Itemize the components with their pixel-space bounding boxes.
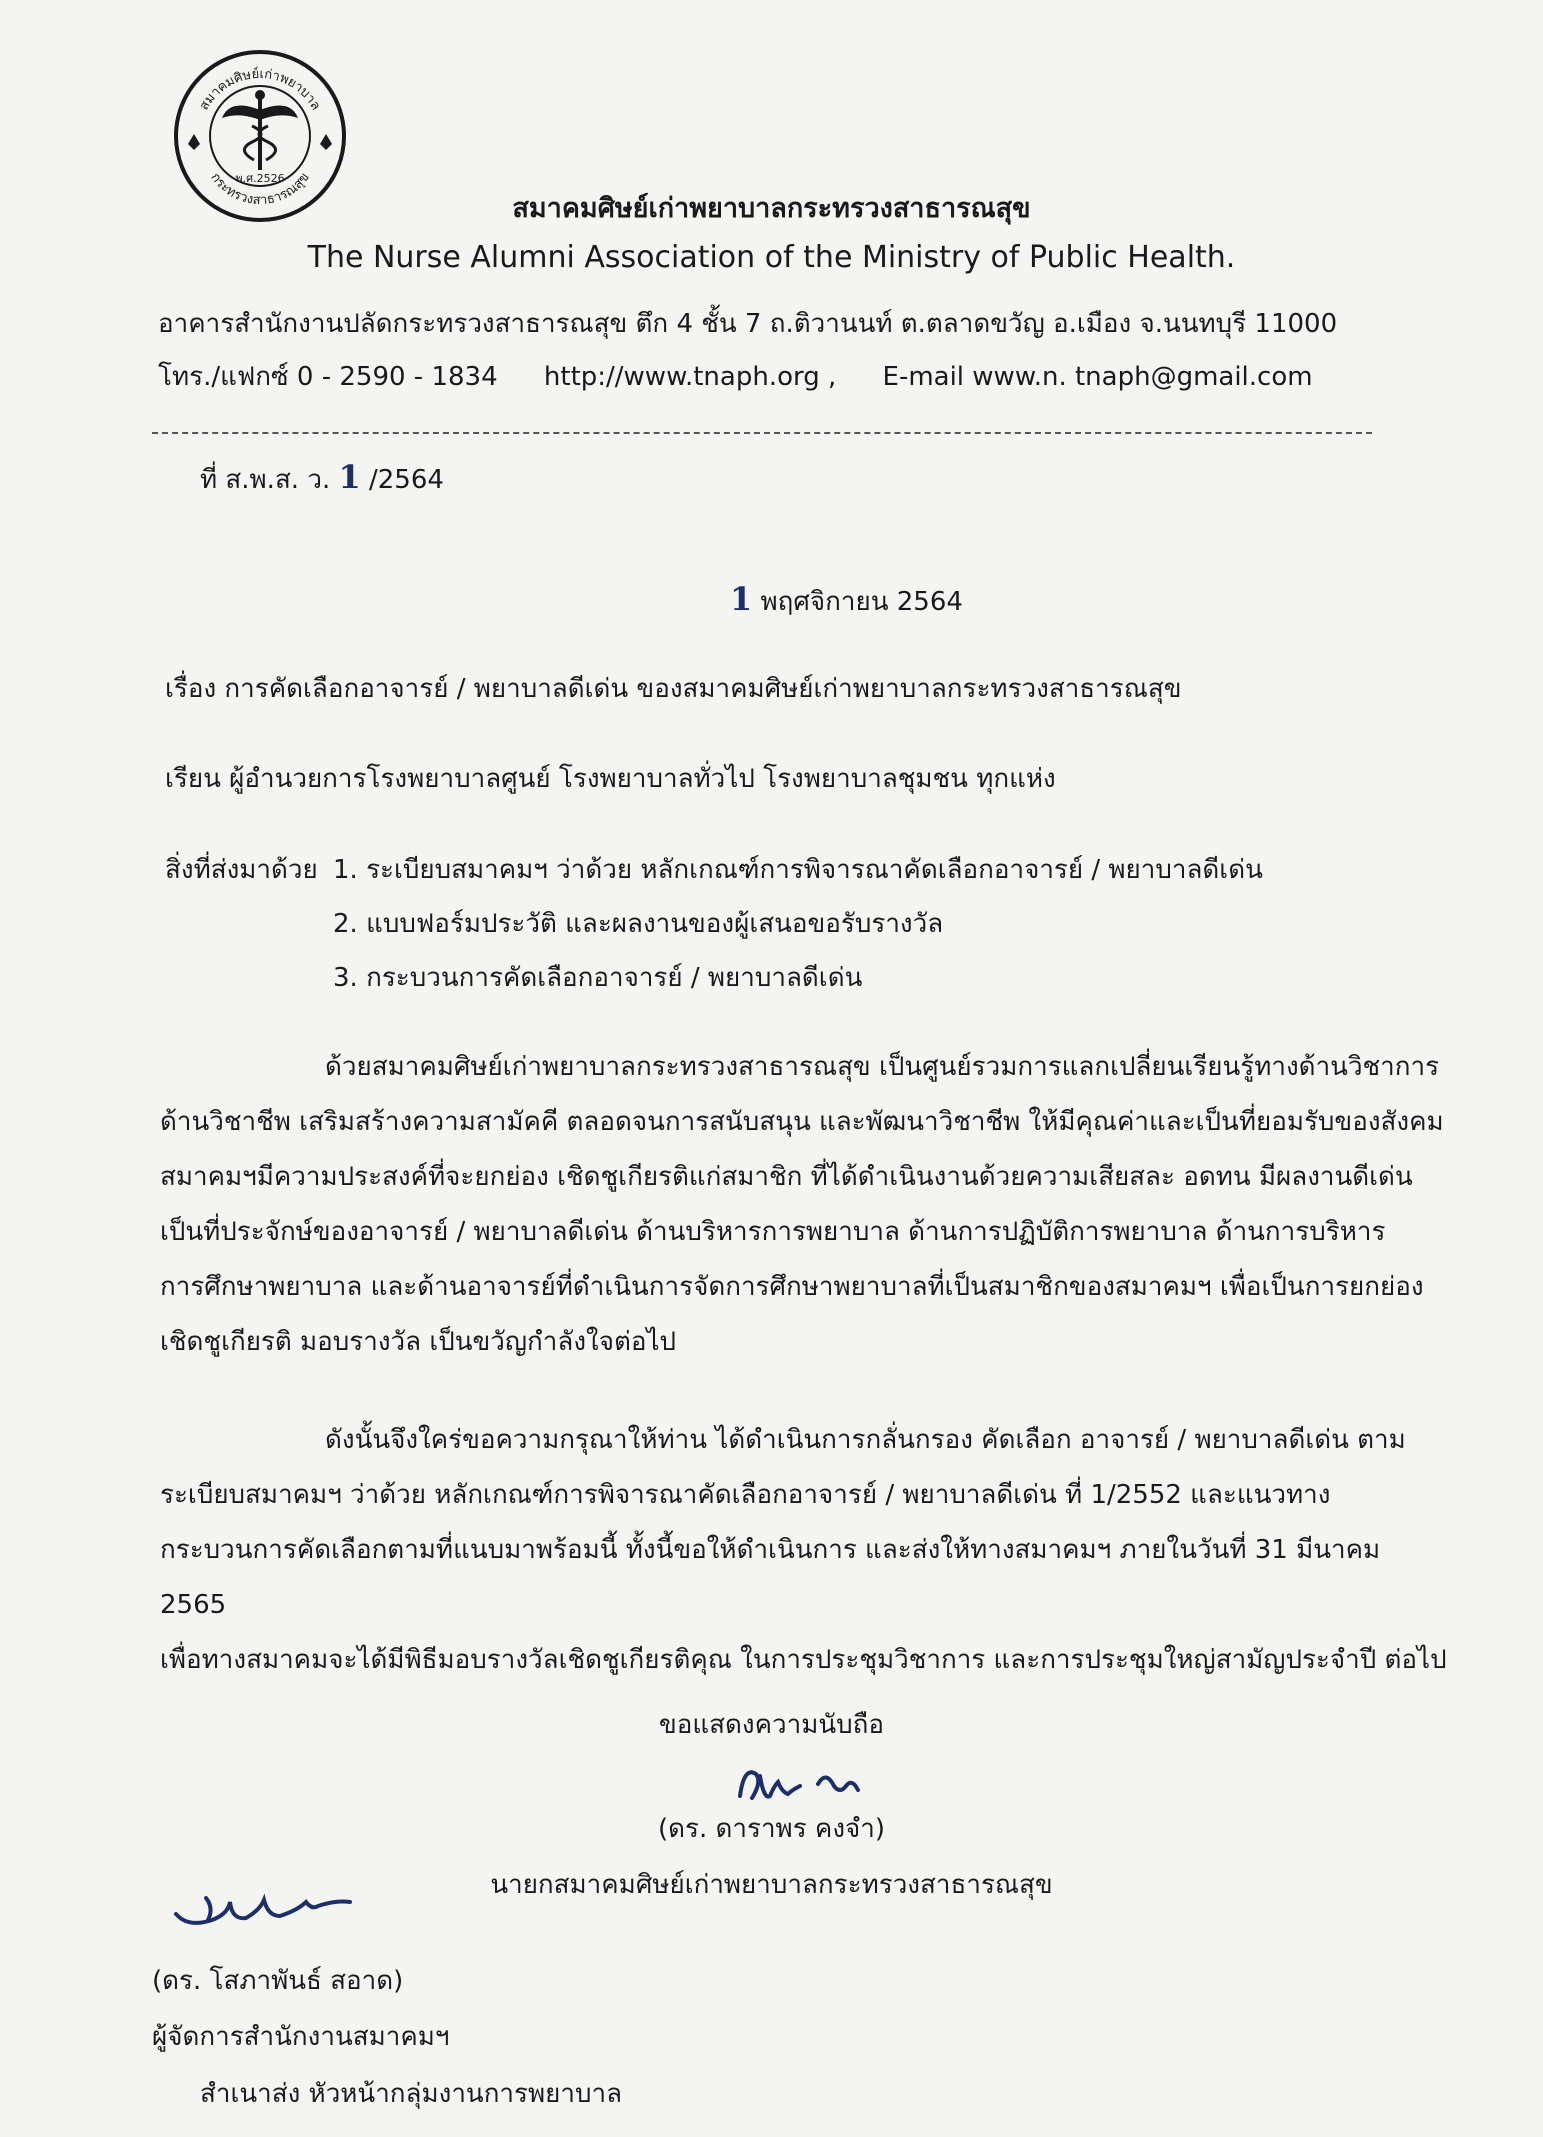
org-phone: โทร./แฟกซ์ 0 - 2590 - 1834 (158, 362, 498, 392)
seal-text-top: สมาคมศิษย์เก่าพยาบาล (196, 66, 324, 113)
seal-text-bottom: กระทรวงสาธารณสุข (207, 170, 313, 209)
reference-suffix: /2564 (369, 465, 444, 495)
org-email: E-mail www.n. tnaph@gmail.com (882, 362, 1313, 392)
org-website: http://www.tnaph.org , (543, 362, 837, 392)
letter-salutation: เรียน ผู้อำนวยการโรงพยาบาลศูนย์ โรงพยาบาลทั่วไป โรงพยาบาลชุมชน ทุกแห่ง (165, 764, 1056, 794)
paragraph-line: เชิดชูเกียรติ มอบรางวัล เป็นขวัญกำลังใจต่อไป (160, 1327, 677, 1357)
paragraph-line: เป็นที่ประจักษ์ของอาจารย์ / พยาบาลดีเด่น ด้านบริหารการพยาบาล ด้านการปฏิบัติการพยาบาล ด้านการบริหาร (160, 1217, 1386, 1247)
org-name-english: The Nurse Alumni Association of the Ministry of Public Health. (307, 240, 1236, 275)
org-address: อาคารสำนักงานปลัดกระทรวงสาธารณสุข ตึก 4 ชั้น 7 ถ.ติวานนท์ ต.ตลาดขวัญ อ.เมือง จ.นนทบุรี 11000 (158, 309, 1338, 339)
paragraph-line: ระเบียบสมาคมฯ ว่าด้วย หลักเกณฑ์การพิจารณาคัดเลือกอาจารย์ / พยาบาลดีเด่น ที่ 1/2552 และแนวทาง (160, 1480, 1331, 1510)
body-paragraph-2 (160, 1413, 1450, 1688)
body-paragraph-1 (160, 1040, 1450, 1370)
enclosure-item: 1. ระเบียบสมาคมฯ ว่าด้วย หลักเกณฑ์การพิจารณาคัดเลือกอาจารย์ / พยาบาลดีเด่น (333, 855, 1263, 885)
manager-title: ผู้จัดการสำนักงานสมาคมฯ (152, 2022, 450, 2052)
org-name-thai: สมาคมศิษย์เก่าพยาบาลกระทรวงสาธารณสุข (512, 193, 1031, 224)
paragraph-line: เพื่อทางสมาคมจะได้มีพิธีมอบรางวัลเชิดชูเกียรติคุณ ในการประชุมวิชาการ และการประชุมใหญ่สามัญประจำปี ต่อไป (160, 1645, 1447, 1675)
manager-name: (ดร. โสภาพันธ์ สอาด) (152, 1966, 404, 1996)
reference-prefix: ที่ ส.พ.ส. ว. (200, 465, 331, 495)
signer-name: (ดร. ดาราพร คงจำ) (657, 1814, 885, 1844)
reference-handwritten-number: 1 (338, 458, 361, 496)
paragraph-line: ด้วยสมาคมศิษย์เก่าพยาบาลกระทรวงสาธารณสุข เป็นศูนย์รวมการแลกเปลี่ยนเรียนรู้ทางด้านวิชาการ (325, 1052, 1440, 1082)
paragraph-line: กระบวนการคัดเลือกตามที่แนบมาพร้อมนี้ ทั้งนี้ขอให้ดำเนินการ และส่งให้ทางสมาคมฯ ภายในวันที่ 31 มีนาคม 2565 (160, 1535, 1381, 1620)
reference-number (200, 458, 444, 500)
president-signature (730, 1756, 870, 1816)
enclosure-item: 2. แบบฟอร์มประวัติ และผลงานของผู้เสนอขอรับรางวัล (333, 909, 944, 939)
signer-title: นายกสมาคมศิษย์เก่าพยาบาลกระทรวงสาธารณสุข (490, 1870, 1053, 1900)
carbon-copy-line: สำเนาส่ง หัวหน้ากลุ่มงานการพยาบาล (200, 2079, 623, 2109)
paragraph-line: ดังนั้นจึงใคร่ขอความกรุณาให้ท่าน ได้ดำเนินการกลั่นกรอง คัดเลือก อาจารย์ / พยาบาลดีเด่น ตาม (325, 1425, 1406, 1455)
date-day-handwritten: 1 (730, 580, 753, 618)
letter-subject: เรื่อง การคัดเลือกอาจารย์ / พยาบาลดีเด่น ของสมาคมศิษย์เก่าพยาบาลกระทรวงสาธารณสุข (165, 674, 1182, 704)
header-divider (152, 432, 1372, 434)
paragraph-line: ด้านวิชาชีพ เสริมสร้างความสามัคคี ตลอดจนการสนับสนุน และพัฒนาวิชาชีพ ให้มีคุณค่าและเป็นที่ยอมรับของสังคม (160, 1107, 1444, 1137)
enclosure-item: 3. กระบวนการคัดเลือกอาจารย์ / พยาบาลดีเด่น (333, 963, 863, 993)
letter-date (730, 580, 963, 622)
date-month-year: พฤศจิกายน 2564 (760, 587, 963, 617)
paragraph-line: การศึกษาพยาบาล และด้านอาจารย์ที่ดำเนินการจัดการศึกษาพยาบาลที่เป็นสมาชิกของสมาคมฯ เพื่อเป็นการยกย่อง (160, 1272, 1424, 1302)
manager-signature (168, 1880, 353, 1940)
enclosures-label: สิ่งที่ส่งมาด้วย (165, 855, 318, 885)
paragraph-line: สมาคมฯมีความประสงค์ที่จะยกย่อง เชิดชูเกียรติแก่สมาชิก ที่ได้ดำเนินงานด้วยความเสียสละ อดทน มีผลงานดีเด่น (160, 1162, 1413, 1192)
org-contact (158, 356, 1351, 397)
seal-year: พ.ศ.2526 (235, 172, 285, 185)
closing-phrase: ขอแสดงความนับถือ (659, 1710, 884, 1740)
